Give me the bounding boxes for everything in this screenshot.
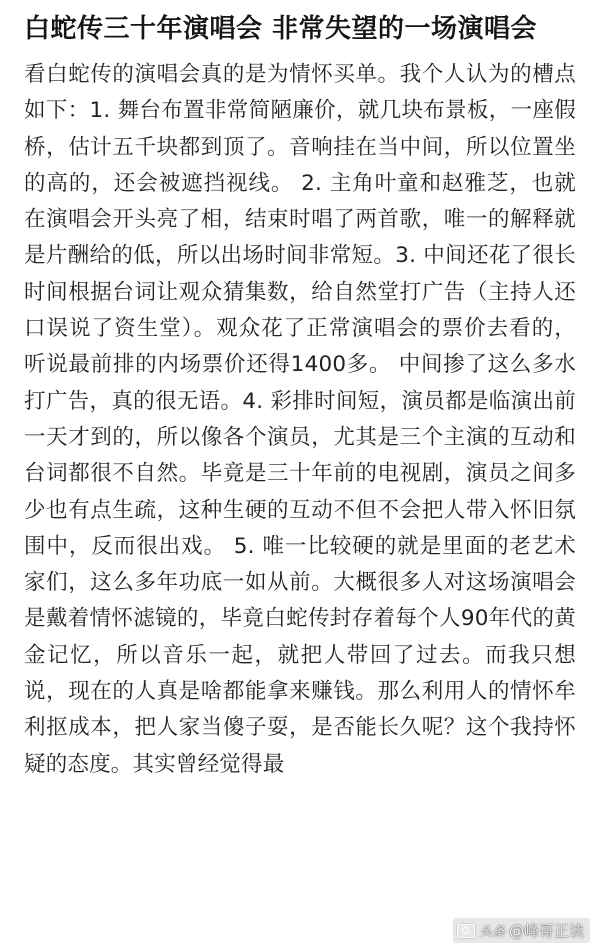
watermark-logo-text: 头条 [478,925,505,940]
post-body-text: 看白蛇传的演唱会真的是为情怀买单。我个人认为的槽点如下：1. 舞台布置非常简陋廉价，就几块布景板，一座假桥，估计五千块都到顶了。音响挂在当中间，所以位置坐的高的，还会被遮挡视线。 2. 主角叶童和赵雅芝，也就在演唱会开头亮了相，结束时唱了两首歌，唯一的解释就是片酬给的低，所以出场时间非常短。3. 中间还花了很长时间根据台词让观众猜集数，给自然堂打广告（主持人还口误说了资生堂）。观众花了正常演唱会的票价去看的，听说最前排的内场票价还得1400多。 中间掺了这么多水打广告，真的很无语。4. 彩排时间短，演员都是临演出前一天才到的，所以像各个演员，尤其是三个主演的互动和台词都很不自然。毕竟是三十年前的电视剧，演员之间多少也有点生疏，这种生硬的互动不但不会把人带入怀旧氛围中，反而很出戏。 5. 唯一比较硬的就是里面的老艺术家们，这么多年功底一如从前。大概很多人对这场演唱会是戴着情怀滤镜的，毕竟白蛇传封存着每个人90年代的黄金记忆，所以音乐一起，就把人带回了过去。而我只想说，现在的人真是啥都能拿来赚钱。那么利用人的情怀牟利抠成本，把人家当傻子耍，是否能长久呢？这个我持怀疑的态度。其实曾经觉得最 [24,62,576,777]
watermark [453,918,590,943]
post-title: 白蛇传三十年演唱会 非常失望的一场演唱会 [24,14,538,44]
watermark-author: @峰哥正读 [508,922,584,940]
camera-icon [457,924,475,938]
